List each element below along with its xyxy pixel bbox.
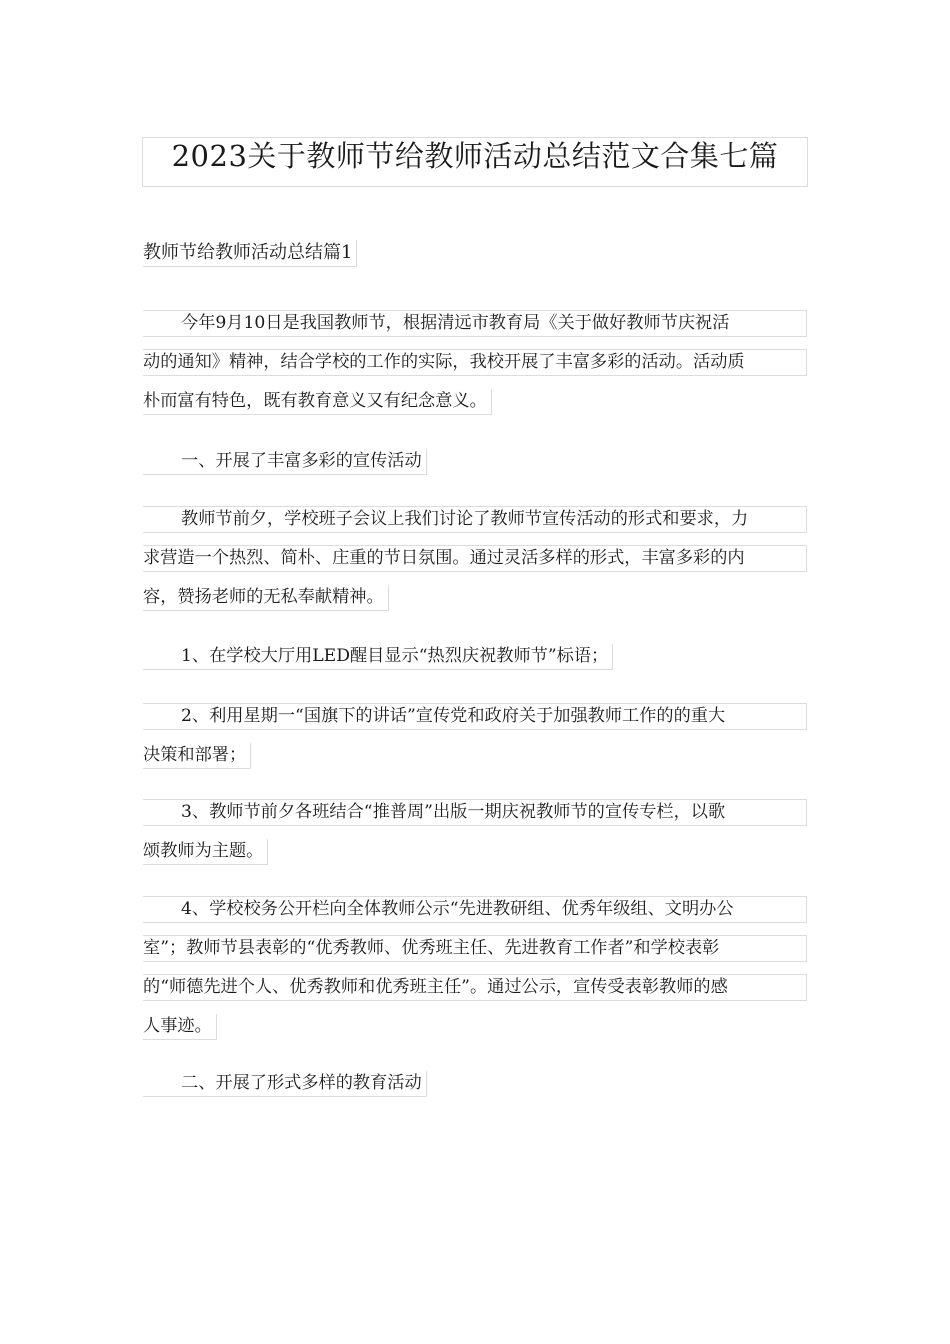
text-line bbox=[143, 1064, 807, 1103]
line-text: 容，赞扬老师的无私奉献精神。 bbox=[143, 585, 389, 611]
text-line bbox=[143, 637, 807, 676]
text-line bbox=[143, 793, 807, 832]
line-text: 动的通知》精神，结合学校的工作的实际，我校开展了丰富多彩的活动。活动质 bbox=[143, 352, 745, 372]
text-line bbox=[143, 304, 807, 343]
line-text: 决策和部署； bbox=[143, 743, 251, 769]
text-line bbox=[143, 500, 807, 539]
line-text: 3、教师节前夕各班结合“推普周”出版一期庆祝教师节的宣传专栏，以歌 bbox=[181, 802, 726, 822]
paragraph bbox=[143, 1064, 807, 1103]
line-text: 今年9月10日是我国教师节，根据清远市教育局《关于做好教师节庆祝活 bbox=[181, 313, 730, 333]
section-heading: 教师节给教师活动总结篇1 bbox=[143, 240, 357, 267]
text-line bbox=[143, 929, 807, 968]
text-line bbox=[143, 382, 807, 421]
text-line bbox=[143, 1007, 807, 1046]
text-line bbox=[143, 736, 807, 775]
line-text: 人事迹。 bbox=[143, 1014, 217, 1040]
line-text: 求营造一个热烈、简朴、庄重的节日氛围。通过灵活多样的形式，丰富多彩的内 bbox=[143, 548, 745, 568]
line-text: 4、学校校务公开栏向全体教师公示“先进教研组、优秀年级组、文明办公 bbox=[181, 899, 734, 919]
line-text: 朴而富有特色，既有教育意义又有纪念意义。 bbox=[143, 389, 492, 415]
text-line bbox=[143, 578, 807, 617]
line-text: 室”；教师节县表彰的“优秀教师、优秀班主任、先进教育工作者”和学校表彰 bbox=[143, 938, 720, 958]
line-text: 颂教师为主题。 bbox=[143, 839, 268, 865]
paragraph bbox=[143, 442, 807, 481]
text-line bbox=[143, 832, 807, 871]
paragraph bbox=[143, 793, 807, 871]
paragraph bbox=[143, 500, 807, 617]
text-line bbox=[143, 890, 807, 929]
text-line bbox=[143, 697, 807, 736]
line-text: 二、开展了形式多样的教育活动 bbox=[143, 1071, 427, 1097]
paragraph bbox=[143, 890, 807, 1046]
line-text: 的“师德先进个人、优秀教师和优秀班主任”。通过公示，宣传受表彰教师的感 bbox=[143, 977, 728, 997]
paragraph bbox=[143, 304, 807, 421]
text-line bbox=[143, 968, 807, 1007]
line-text: 1、在学校大厅用LED醒目显示“热烈庆祝教师节”标语； bbox=[143, 644, 613, 670]
document-title: 2023关于教师节给教师活动总结范文合集七篇 bbox=[171, 139, 779, 173]
text-line bbox=[143, 442, 807, 481]
line-text: 一、开展了丰富多彩的宣传活动 bbox=[143, 449, 427, 475]
text-line bbox=[143, 539, 807, 578]
paragraph bbox=[143, 697, 807, 775]
line-text: 2、利用星期一“国旗下的讲话”宣传党和政府关于加强教师工作的的重大 bbox=[181, 706, 726, 726]
line-text: 教师节前夕，学校班子会议上我们讨论了教师节宣传活动的形式和要求，力 bbox=[181, 509, 749, 529]
paragraph bbox=[143, 637, 807, 676]
text-line bbox=[143, 343, 807, 382]
